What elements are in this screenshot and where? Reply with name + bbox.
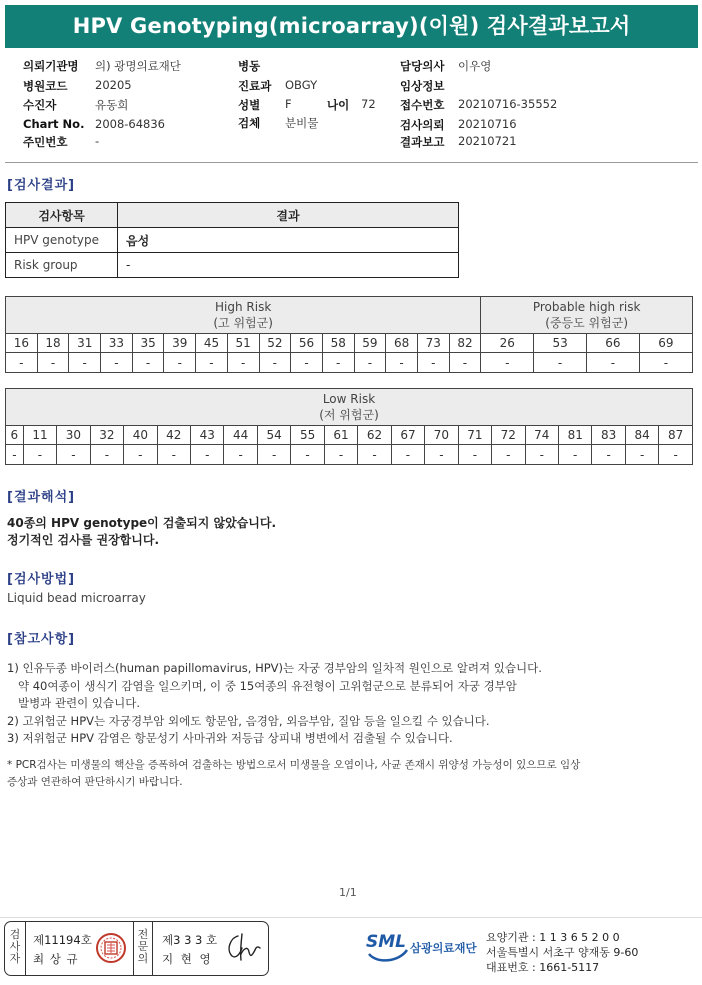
- genotype-cell: 33: [101, 334, 133, 353]
- genotype-cell: 81: [559, 426, 592, 445]
- note-line: 2) 고위험군 HPV는 자궁경부암 외에도 항문암, 음경암, 외음부암, 질암 등을 일으킬 수 있습니다.: [7, 713, 490, 728]
- genotype-result-cell: -: [157, 445, 190, 465]
- genotype-cell: 53: [534, 334, 587, 353]
- info-age: 나이: [327, 98, 350, 112]
- logo-text: SML: [366, 932, 406, 952]
- info-clinical: 임상정보: [400, 79, 445, 93]
- genotype-result-cell: -: [196, 353, 228, 373]
- genotype-result-cell: -: [164, 353, 196, 373]
- info-accession: 접수번호: [400, 98, 445, 112]
- genotype-cell: 68: [386, 334, 418, 353]
- genotype-result-cell: -: [124, 445, 157, 465]
- method-text: Liquid bead microarray: [7, 591, 146, 605]
- result-item: Risk group: [6, 253, 118, 278]
- genotype-result-cell: -: [592, 445, 625, 465]
- note-line: 약 40여종이 생식기 감염을 일으키며, 이 중 15여종의 유전형이 고위험군으로 분류되어 자궁 경부암: [7, 678, 517, 693]
- section-result-title: [검사결과]: [7, 178, 76, 193]
- note-line: 발병과 관련이 있습니다.: [7, 696, 141, 710]
- divider: [25, 922, 26, 975]
- low-risk-subtitle: (저 위험군): [319, 408, 379, 422]
- reviewer-name: 지 현 영: [162, 952, 213, 966]
- genotype-result-cell: -: [191, 445, 224, 465]
- info-requested-value: 20210716: [458, 117, 517, 131]
- institution-code: 요양기관 : 1 1 3 6 5 2 0 0: [486, 931, 620, 944]
- genotype-result-cell: -: [6, 353, 38, 373]
- genotype-result-cell: -: [358, 445, 391, 465]
- genotype-cell: 56: [291, 334, 323, 353]
- genotype-cell: 16: [6, 334, 38, 353]
- genotype-result-cell: -: [449, 353, 481, 373]
- genotype-result-cell: -: [291, 445, 324, 465]
- genotype-result-cell: -: [534, 353, 587, 373]
- genotype-result-cell: -: [227, 353, 259, 373]
- genotype-cell: 73: [417, 334, 449, 353]
- address: 서울특별시 서초구 양재동 9-60: [486, 946, 639, 959]
- org-name: 삼광의료재단: [410, 941, 477, 955]
- info-sex: 성별: [238, 98, 261, 112]
- genotype-cell: 52: [259, 334, 291, 353]
- pcr-note-line: * PCR검사는 미생물의 핵산을 증폭하여 검출하는 방법으로서 미생물을 오염이나, 사균 존재시 위양성 가능성이 있으므로 임상: [7, 759, 581, 771]
- genotype-result-cell: -: [37, 353, 69, 373]
- section-interpretation-title: [결과해석]: [7, 490, 76, 505]
- info-patient-value: 유동희: [95, 98, 129, 112]
- note-line: 3) 저위험군 HPV 감염은 항문성기 사마귀와 저등급 상피내 병변에서 검출될 수 있습니다.: [7, 731, 453, 745]
- info-code: 병원코드: [23, 79, 68, 93]
- genotype-result-cell: -: [224, 445, 257, 465]
- genotype-result-cell: -: [417, 353, 449, 373]
- info-rrn-value: -: [95, 134, 100, 148]
- genotype-result-cell: -: [324, 445, 357, 465]
- genotype-cell: 87: [659, 426, 693, 445]
- genotype-result-cell: -: [322, 353, 354, 373]
- genotype-cell: 74: [525, 426, 558, 445]
- genotype-result-cell: -: [559, 445, 592, 465]
- divider: [133, 922, 134, 975]
- low-risk-type-row: [6, 426, 693, 445]
- genotype-result-cell: -: [391, 445, 424, 465]
- genotype-cell: 67: [391, 426, 424, 445]
- result-table: [5, 202, 459, 278]
- pcr-note: [7, 757, 580, 791]
- page-number: 1/1: [339, 886, 357, 899]
- genotype-result-cell: -: [101, 353, 133, 373]
- genotype-cell: 6: [6, 426, 24, 445]
- info-doctor-value: 이우영: [458, 59, 492, 73]
- genotype-cell: 83: [592, 426, 625, 445]
- genotype-result-cell: -: [291, 353, 323, 373]
- reviewer-label: 전 문 의: [137, 928, 149, 965]
- divider: [152, 922, 153, 975]
- high-risk-subtitle: (고 위험군): [213, 316, 273, 330]
- genotype-result-cell: -: [354, 353, 386, 373]
- footer-divider: [0, 917, 702, 918]
- genotype-result-cell: -: [458, 445, 491, 465]
- notes-list: [7, 660, 542, 748]
- info-sex-value: F: [285, 97, 292, 111]
- note-line: 1) 인유두종 바이러스(human papillomavirus, HPV)는 자궁 경부암의 일차적 원인으로 알려져 있습니다.: [7, 661, 542, 675]
- genotype-cell: 70: [425, 426, 458, 445]
- genotype-cell: 18: [37, 334, 69, 353]
- genotype-result-cell: -: [492, 445, 525, 465]
- high-risk-result-row: [6, 353, 693, 373]
- low-risk-result-row: [6, 445, 693, 465]
- genotype-cell: 44: [224, 426, 257, 445]
- genotype-cell: 55: [291, 426, 324, 445]
- info-age-value: 72: [361, 97, 376, 111]
- genotype-cell: 66: [587, 334, 640, 353]
- low-risk-title: Low Risk: [322, 392, 376, 406]
- info-dept-value: OBGY: [285, 78, 318, 92]
- genotype-cell: 43: [191, 426, 224, 445]
- genotype-result-cell: -: [525, 445, 558, 465]
- result-value: -: [118, 253, 459, 278]
- pcr-note-line: 증상과 연관하여 판단하시기 바랍니다.: [7, 776, 183, 788]
- col-item-header: 검사항목: [6, 203, 118, 228]
- genotype-result-cell: -: [6, 445, 24, 465]
- info-divider: [5, 162, 698, 163]
- genotype-result-cell: -: [625, 445, 658, 465]
- genotype-result-cell: -: [386, 353, 418, 373]
- genotype-cell: 61: [324, 426, 357, 445]
- reviewer-license: 제3 3 3 호: [162, 933, 218, 947]
- high-risk-type-row: [6, 334, 693, 353]
- info-accession-value: 20210716-35552: [458, 97, 558, 111]
- genotype-cell: 35: [132, 334, 164, 353]
- genotype-cell: 31: [69, 334, 101, 353]
- genotype-cell: 58: [322, 334, 354, 353]
- genotype-result-cell: -: [481, 353, 534, 373]
- genotype-cell: 62: [358, 426, 391, 445]
- info-specimen-value: 분비물: [285, 116, 319, 130]
- info-patient: 수진자: [23, 98, 57, 112]
- result-item: HPV genotype: [6, 228, 118, 253]
- high-risk-table: [5, 296, 693, 373]
- result-table-header: [6, 203, 459, 228]
- interpretation-line-2: 정기적인 검사를 권장합니다.: [7, 533, 160, 547]
- result-value: 음성: [118, 228, 459, 253]
- genotype-result-cell: -: [90, 445, 123, 465]
- genotype-cell: 71: [458, 426, 491, 445]
- inspector-label: 검 사 자: [9, 928, 21, 965]
- genotype-result-cell: -: [659, 445, 693, 465]
- genotype-cell: 54: [257, 426, 290, 445]
- info-institution-value: 의) 광명의료재단: [95, 59, 181, 73]
- table-row: [6, 253, 459, 278]
- section-notes-title: [참고사항]: [7, 632, 76, 647]
- interpretation-line-1: 40종의 HPV genotype이 검출되지 않았습니다.: [7, 516, 277, 530]
- phone: 대표번호 : 1661-5117: [486, 961, 600, 974]
- info-chart-value: 2008-64836: [95, 117, 165, 131]
- genotype-cell: 72: [492, 426, 525, 445]
- info-reported: 결과보고: [400, 135, 445, 149]
- genotype-cell: 59: [354, 334, 386, 353]
- genotype-result-cell: -: [57, 445, 90, 465]
- table-row: [6, 228, 459, 253]
- low-risk-table: [5, 388, 693, 465]
- genotype-result-cell: -: [132, 353, 164, 373]
- col-result-header: 결과: [118, 203, 459, 228]
- genotype-cell: 11: [23, 426, 56, 445]
- info-specimen: 검체: [238, 116, 261, 130]
- genotype-result-cell: -: [23, 445, 56, 465]
- info-ward: 병동: [238, 59, 261, 73]
- inspector-name: 최 상 규: [33, 952, 79, 966]
- inspector-license: 제11194호: [33, 933, 92, 947]
- info-requested: 검사의뢰: [400, 118, 445, 132]
- genotype-result-cell: -: [587, 353, 640, 373]
- genotype-result-cell: -: [69, 353, 101, 373]
- genotype-cell: 51: [227, 334, 259, 353]
- genotype-cell: 84: [625, 426, 658, 445]
- genotype-result-cell: -: [425, 445, 458, 465]
- info-code-value: 20205: [95, 78, 132, 92]
- genotype-cell: 69: [639, 334, 692, 353]
- genotype-cell: 39: [164, 334, 196, 353]
- probable-risk-header: [481, 297, 693, 334]
- info-chart: Chart No.: [23, 117, 85, 131]
- high-risk-title: High Risk: [215, 300, 272, 314]
- genotype-result-cell: -: [639, 353, 692, 373]
- low-risk-header: [6, 389, 693, 426]
- signature-icon: [222, 930, 262, 964]
- info-reported-value: 20210721: [458, 134, 517, 148]
- section-method-title: [검사방법]: [7, 572, 76, 587]
- seal-stamp-icon: [95, 932, 127, 964]
- probable-risk-title: Probable high risk: [532, 300, 641, 314]
- genotype-result-cell: -: [257, 445, 290, 465]
- genotype-cell: 26: [481, 334, 534, 353]
- info-institution: 의뢰기관명: [23, 59, 79, 73]
- genotype-result-cell: -: [259, 353, 291, 373]
- probable-risk-subtitle: (중등도 위험군): [545, 316, 629, 330]
- genotype-cell: 45: [196, 334, 228, 353]
- info-dept: 진료과: [238, 79, 272, 93]
- genotype-cell: 32: [90, 426, 123, 445]
- high-risk-header: [6, 297, 481, 334]
- info-rrn: 주민번호: [23, 135, 68, 149]
- report-title: HPV Genotyping(microarray)(이원) 검사결과보고서: [5, 5, 698, 48]
- info-doctor: 담당의사: [400, 59, 445, 73]
- genotype-cell: 42: [157, 426, 190, 445]
- genotype-cell: 82: [449, 334, 481, 353]
- genotype-cell: 30: [57, 426, 90, 445]
- genotype-cell: 40: [124, 426, 157, 445]
